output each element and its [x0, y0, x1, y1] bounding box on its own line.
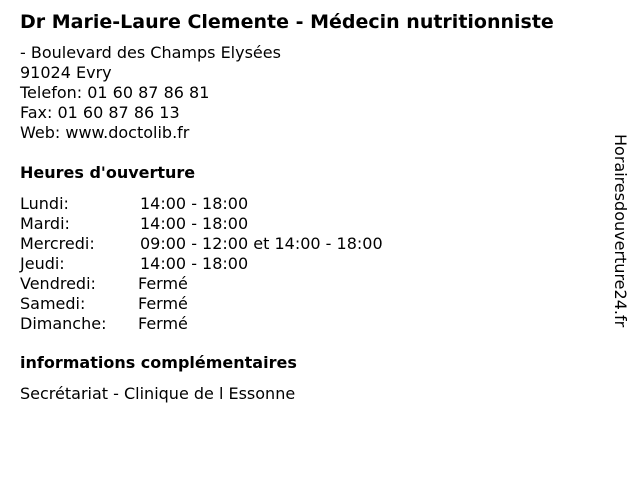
- additional-info-text: Secrétariat - Clinique de l Essonne: [20, 384, 296, 403]
- fax-number: Fax: 01 60 87 86 13: [20, 103, 180, 122]
- day-label: Mardi:: [20, 214, 70, 233]
- day-label: Jeudi:: [20, 254, 65, 273]
- city: 91024 Evry: [20, 63, 112, 82]
- day-label: Lundi:: [20, 194, 69, 213]
- contact-block: [20, 43, 281, 143]
- day-label: Dimanche:: [20, 314, 107, 333]
- site-watermark: Horairesdouverture24.fr: [611, 134, 630, 328]
- website: Web: www.doctolib.fr: [20, 123, 190, 142]
- hours-value: Fermé: [138, 314, 188, 333]
- page-title: Dr Marie-Laure Clemente - Médecin nutritionniste: [20, 11, 554, 33]
- hours-value: 09:00 - 12:00 et 14:00 - 18:00: [140, 234, 383, 253]
- hours-value: Fermé: [138, 274, 188, 293]
- day-label: Mercredi:: [20, 234, 95, 253]
- phone-number: Telefon: 01 60 87 86 81: [20, 83, 210, 102]
- opening-hours-heading: Heures d'ouverture: [20, 163, 196, 182]
- day-label: Samedi:: [20, 294, 86, 313]
- hours-value: 14:00 - 18:00: [140, 194, 249, 213]
- street-address: - Boulevard des Champs Elysées: [20, 43, 281, 62]
- hours-value: 14:00 - 18:00: [140, 254, 249, 273]
- hours-value: Fermé: [138, 294, 188, 313]
- day-label: Vendredi:: [20, 274, 96, 293]
- additional-info-heading: informations complémentaires: [20, 353, 297, 372]
- hours-value: 14:00 - 18:00: [140, 214, 249, 233]
